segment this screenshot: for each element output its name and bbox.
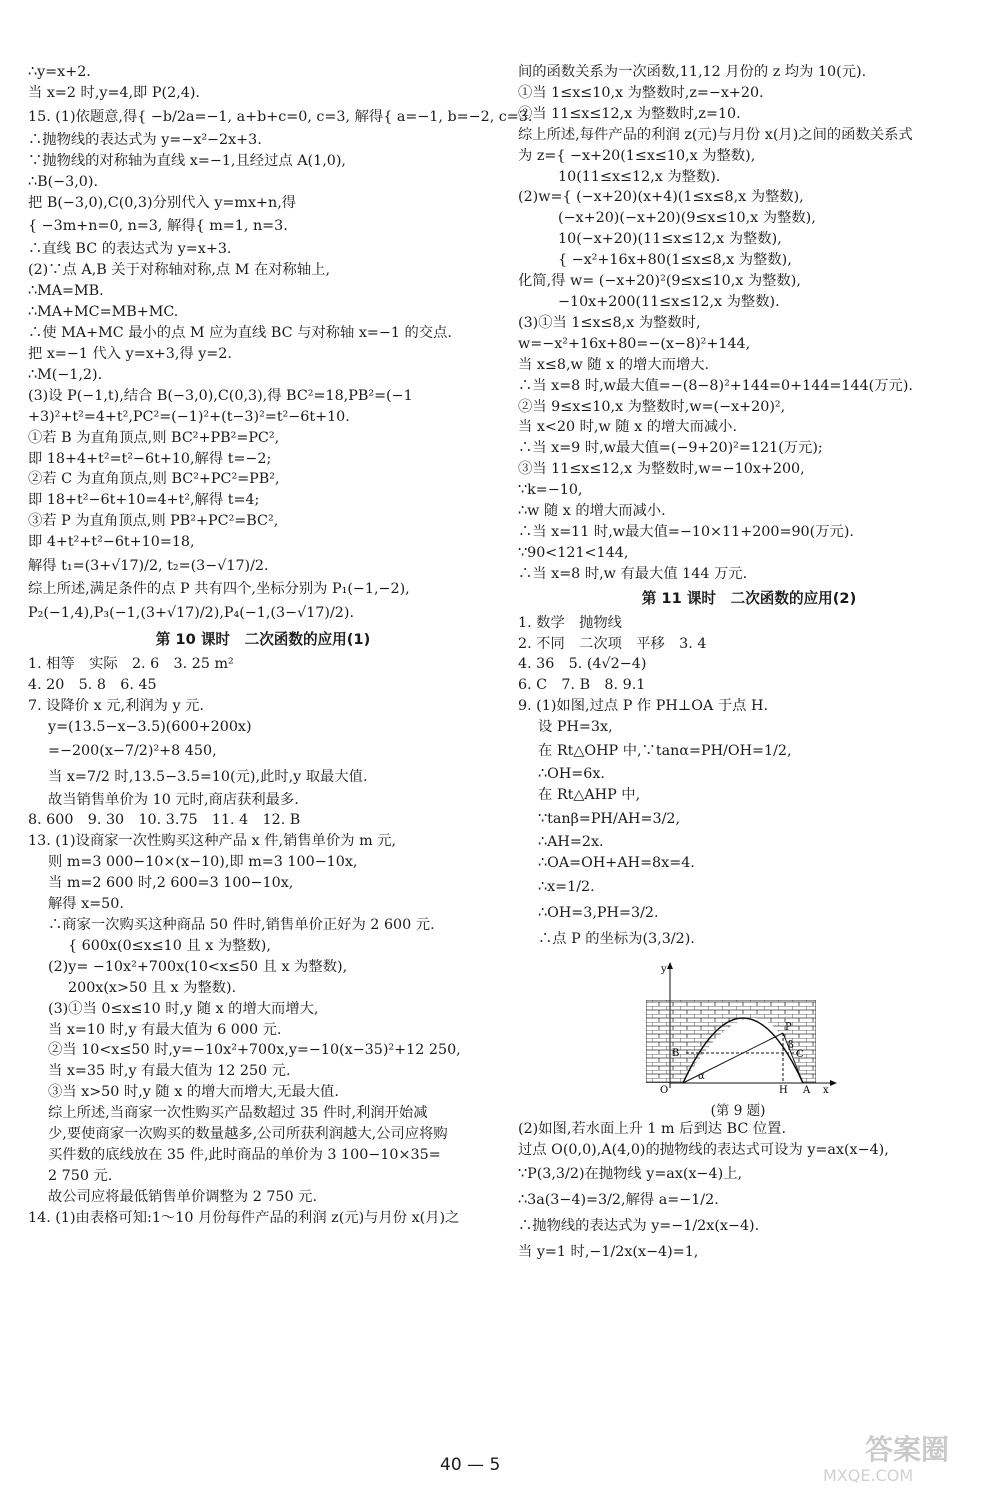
text-line: =−200(x−7/2)²+8 450, <box>48 742 217 759</box>
text-line: 把 B(−3,0),C(0,3)分别代入 y=mx+n,得 <box>28 194 297 211</box>
text-line: ∴抛物线的表达式为 y=−1/2x(x−4). <box>518 1217 760 1234</box>
text-line: ∴当 x=9 时,w最大值=(−9+20)²=121(万元); <box>518 440 823 457</box>
watermark-logo <box>805 1425 990 1485</box>
text-line: (3)①当 1≤x≤8,x 为整数时, <box>518 314 701 331</box>
text-line: ∴直线 BC 的表达式为 y=x+3. <box>28 241 232 258</box>
point-label-p: P <box>785 1021 792 1033</box>
text-line: 即 4+t²+t²−6t+10=18, <box>28 534 195 551</box>
text-line: 当 y=1 时,−1/2x(x−4)=1, <box>518 1243 699 1260</box>
text-line: (3)①当 0≤x≤10 时,y 随 x 的增大而增大, <box>48 1000 319 1017</box>
point-label-h: H <box>779 1084 788 1093</box>
left-column <box>28 62 533 1229</box>
axis-label-x: x <box>823 1084 829 1093</box>
text-line: ②当 10<x≤50 时,y=−10x²+700x,y=−10(x−35)²+12 250, <box>48 1042 461 1059</box>
text-line: ∴抛物线的表达式为 y=−x²−2x+3. <box>28 131 262 148</box>
text-line: ∴当 x=8 时,w最大值=−(8−8)²+144=0+144=144(万元). <box>518 377 913 394</box>
text-line: 4. 36 5. (4√2−4) <box>518 656 647 673</box>
bridge-diagram <box>638 958 838 1093</box>
text-line: −10x+200(11≤x≤12,x 为整数). <box>558 293 780 310</box>
text-line: 综上所述,满足条件的点 P 共有四个,坐标分别为 P₁(−1,−2), <box>28 581 410 598</box>
text-line: 间的函数关系为一次函数,11,12 月份的 z 均为 10(元). <box>518 64 867 80</box>
text-line: 当 x=10 时,y 有最大值为 6 000 元. <box>48 1021 282 1038</box>
text-line: 4. 20 5. 8 6. 45 <box>28 676 157 693</box>
text-line: w=−x²+16x+80=−(x−8)²+144, <box>518 335 751 352</box>
text-line: 在 Rt△AHP 中, <box>538 787 641 803</box>
text-line: 10(11≤x≤12,x 为整数). <box>558 168 721 185</box>
axis-label-y: y <box>661 963 667 975</box>
text-line: P₂(−1,4),P₃(−1,(3+√17)/2),P₄(−1,(3−√17)/2). <box>28 604 355 621</box>
text-line: ∴w 随 x 的增大而减小. <box>518 503 666 520</box>
section-heading: 第 10 课时 二次函数的应用(1) <box>155 630 371 648</box>
text-line: ∴OH=6x. <box>538 766 605 783</box>
text-line: 2 750 元. <box>48 1167 113 1184</box>
text-line: ∴当 x=8 时,w 有最大值 144 万元. <box>518 565 748 582</box>
text-line: 综上所述,每件产品的利润 z(元)与月份 x(月)之间的函数关系式 <box>518 126 913 143</box>
text-line: ∴x=1/2. <box>538 878 595 895</box>
text-line: 解得 t₁=(3+√17)/2, t₂=(3−√17)/2. <box>28 558 269 575</box>
bridge-figure <box>638 958 838 1119</box>
text-line: 当 x=7/2 时,13.5−3.5=10(元),此时,y 取最大值. <box>48 768 368 785</box>
text-line: 故当销售单价为 10 元时,商店获利最多. <box>48 791 299 808</box>
text-line: 2. 不同 二次项 平移 3. 4 <box>518 635 707 652</box>
text-line: ∴y=x+2. <box>28 64 91 80</box>
text-line: ③若 P 为直角顶点,则 PB²+PC²=BC², <box>28 513 279 530</box>
text-line: ∴OA=OH+AH=8x=4. <box>538 854 695 871</box>
text-line: 买件数的底线放在 35 件,此时商品的单价为 3 100−10×35= <box>48 1146 441 1163</box>
text-line: 当 x<20 时,w 随 x 的增大而减小. <box>518 419 738 436</box>
watermark-bottom: MXQE.COM <box>823 1466 914 1485</box>
text-line: 15. (1)依题意,得{ −b/2a=−1, a+b+c=0, c=3, 解得{ a=−1, b=−2, c=3. <box>28 108 533 125</box>
angle-label-alpha: α <box>698 1070 705 1082</box>
text-line: ∵tanβ=PH/AH=3/2, <box>538 810 681 827</box>
text-line: ∵抛物线的对称轴为直线 x=−1,且经过点 A(1,0), <box>28 152 346 169</box>
text-line: 1. 数学 抛物线 <box>518 614 622 631</box>
text-line: ∴点 P 的坐标为(3,3/2). <box>538 930 695 947</box>
text-line: +3)²+t²=4+t²,PC²=(−1)²+(t−3)²=t²−6t+10. <box>28 408 350 425</box>
text-line: ①当 1≤x≤10,x 为整数时,z=−x+20. <box>518 84 764 101</box>
text-line: 9. (1)如图,过点 P 作 PH⊥OA 于点 H. <box>518 698 768 715</box>
watermark-top: 答案圈 <box>865 1433 950 1466</box>
text-line: ∴M(−1,2). <box>28 366 103 383</box>
text-line: 6. C 7. B 8. 9.1 <box>518 677 646 694</box>
text-line: 当 x=2 时,y=4,即 P(2,4). <box>28 84 200 101</box>
section-heading: 第 11 课时 二次函数的应用(2) <box>641 589 857 607</box>
text-line: 化简,得 w= (−x+20)²(9≤x≤10,x 为整数), <box>518 273 801 290</box>
angle-label-beta: β <box>788 1039 794 1051</box>
text-line: 即 18+t²−6t+10=4+t²,解得 t=4; <box>28 492 260 509</box>
text-line: (2)如图,若水面上升 1 m 后到达 BC 位置. <box>518 1120 786 1137</box>
text-line: ②若 C 为直角顶点,则 BC²+PC²=PB², <box>28 471 280 488</box>
text-line: ③当 11≤x≤12,x 为整数时,w=−10x+200, <box>518 461 805 478</box>
text-line: 解得 x=50. <box>48 896 124 913</box>
text-line: { −x²+16x+80(1≤x≤8,x 为整数), <box>558 252 792 269</box>
text-line: ∵P(3,3/2)在抛物线 y=ax(x−4)上, <box>518 1165 743 1182</box>
point-label-b: B <box>672 1047 680 1059</box>
text-line: ①若 B 为直角顶点,则 BC²+PB²=PC², <box>28 429 280 446</box>
right-column <box>518 62 980 1265</box>
text-line: ∴MA=MB. <box>28 283 104 300</box>
text-line: 10(−x+20)(11≤x≤12,x 为整数), <box>558 231 782 248</box>
point-label-a: A <box>803 1084 811 1093</box>
text-line: ∴B(−3,0). <box>28 173 99 190</box>
text-line: (−x+20)(−x+20)(9≤x≤10,x 为整数), <box>558 210 816 227</box>
text-line: 7. 设降价 x 元,利润为 y 元. <box>28 697 204 714</box>
text-line: 即 18+4+t²=t²−6t+10,解得 t=−2; <box>28 450 272 467</box>
text-line: ∴当 x=11 时,w最大值=−10×11+200=90(万元). <box>518 523 854 540</box>
text-line: 14. (1)由表格可知:1～10 月份每件产品的利润 z(元)与月份 x(月)之 <box>28 1209 460 1226</box>
text-line: 13. (1)设商家一次性购买这种产品 x 件,销售单价为 m 元, <box>28 833 397 850</box>
text-line: ∴MA+MC=MB+MC. <box>28 304 179 321</box>
text-line: ②当 9≤x≤10,x 为整数时,w=(−x+20)², <box>518 398 786 415</box>
page-number: 40 — 5 <box>440 1455 501 1475</box>
text-line: 故公司应将最低销售单价调整为 2 750 元. <box>48 1188 318 1205</box>
text-line: 8. 600 9. 30 10. 3.75 11. 4 12. B <box>28 812 301 829</box>
text-line: { −3m+n=0, n=3, 解得{ m=1, n=3. <box>28 218 288 235</box>
text-line: ∴商家一次购买这种商品 50 件时,销售单价正好为 2 600 元. <box>48 917 435 933</box>
text-line: (2)y= −10x²+700x(10<x≤50 且 x 为整数), <box>48 958 348 975</box>
point-label-o: O <box>660 1084 669 1093</box>
text-line: { 600x(0≤x≤10 且 x 为整数), <box>68 937 271 954</box>
text-line: ②当 11≤x≤12,x 为整数时,z=10. <box>518 105 741 122</box>
text-line: 为 z={ −x+20(1≤x≤10,x 为整数), <box>518 147 756 164</box>
text-line: 当 x≤8,w 随 x 的增大而增大. <box>518 356 710 373</box>
text-line: y=(13.5−x−3.5)(600+200x) <box>48 718 252 735</box>
text-line: 200x(x>50 且 x 为整数). <box>68 979 237 996</box>
text-line: 当 m=2 600 时,2 600=3 100−10x, <box>48 875 294 892</box>
text-line: ∵k=−10, <box>518 482 583 499</box>
text-line: ∴3a(3−4)=3/2,解得 a=−1/2. <box>518 1191 719 1208</box>
text-line: ∴OH=3,PH=3/2. <box>538 904 659 921</box>
text-line: ③当 x>50 时,y 随 x 的增大而增大,无最大值. <box>48 1084 339 1101</box>
point-label-c: C <box>796 1048 804 1060</box>
text-line: 1. 相等 实际 2. 6 3. 25 m² <box>28 655 234 672</box>
text-line: ∴AH=2x. <box>538 833 604 850</box>
text-line: (3)设 P(−1,t),结合 B(−3,0),C(0,3),得 BC²=18,PB²=(−1 <box>28 387 413 404</box>
text-line: 设 PH=3x, <box>538 719 613 736</box>
text-line: 当 x=35 时,y 有最大值为 12 250 元. <box>48 1063 291 1080</box>
text-line: 过点 O(0,0),A(4,0)的抛物线的表达式可设为 y=ax(x−4), <box>518 1141 889 1158</box>
text-line: 把 x=−1 代入 y=x+3,得 y=2. <box>28 345 232 362</box>
text-line: (2)∵点 A,B 关于对称轴对称,点 M 在对称轴上, <box>28 262 330 279</box>
text-line: 在 Rt△OHP 中,∵tanα=PH/OH=1/2, <box>538 743 792 760</box>
text-line: 则 m=3 000−10×(x−10),即 m=3 100−10x, <box>48 854 358 871</box>
text-line: ∴使 MA+MC 最小的点 M 应为直线 BC 与对称轴 x=−1 的交点. <box>28 325 452 342</box>
text-line: ∵90<121<144, <box>518 544 629 561</box>
text-line: 少,要使商家一次购买的数量越多,公司所获利润越大,公司应将购 <box>48 1126 448 1143</box>
figure-caption: (第 9 题) <box>710 1102 766 1119</box>
text-line: (2)w={ (−x+20)(x+4)(1≤x≤8,x 为整数), <box>518 189 804 206</box>
text-line: 综上所述,当商家一次性购买产品数超过 35 件时,利润开始减 <box>48 1105 428 1122</box>
